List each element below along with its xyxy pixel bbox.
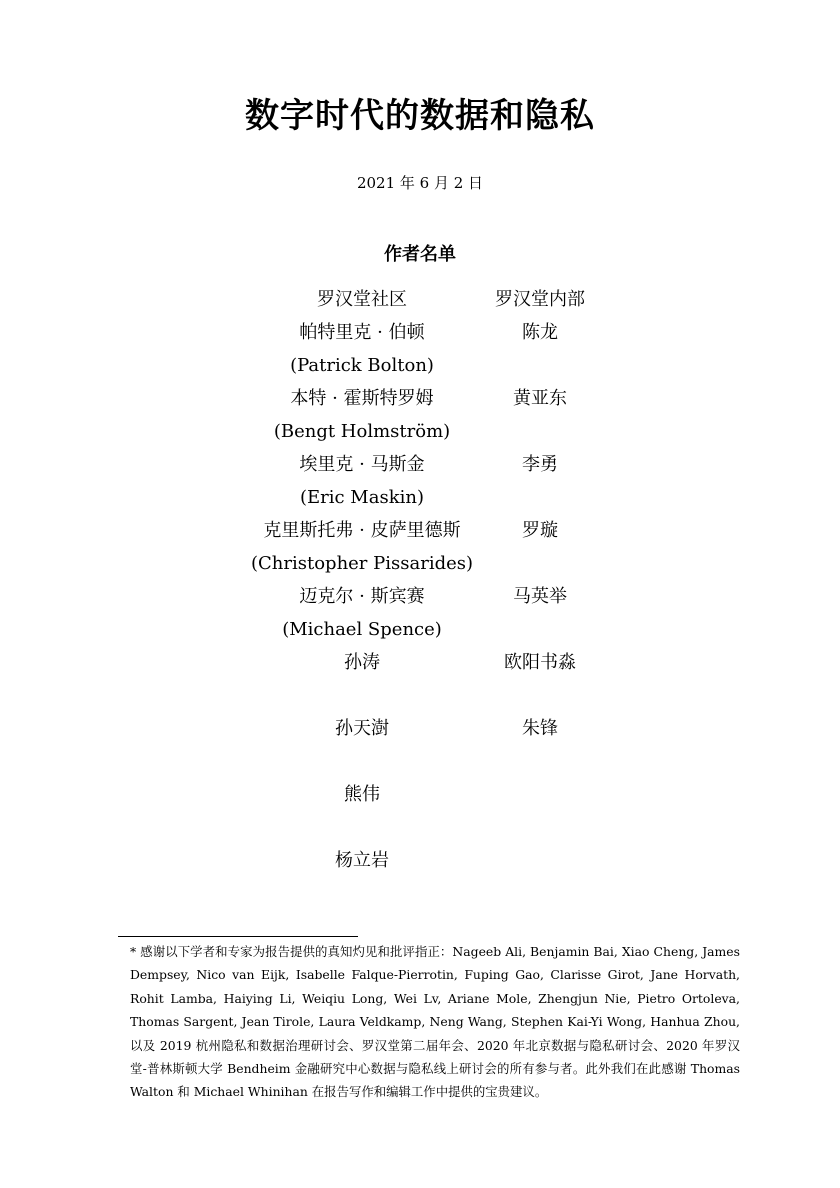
column-header-community: 罗汉堂社区 [317, 289, 407, 310]
author-name-latin: (Bengt Holmström) [273, 421, 451, 442]
author-name: 马英举 [513, 586, 567, 607]
author-name: 熊伟 [344, 784, 380, 805]
column-header-internal: 罗汉堂内部 [495, 289, 585, 310]
author-name-latin: (Eric Maskin) [299, 487, 424, 508]
spacer [455, 481, 625, 514]
author-name: 孙天澍 [335, 718, 389, 739]
spacer [455, 547, 625, 580]
author-name: 本特 · 霍斯特罗姆 [290, 388, 434, 409]
author-name: 孙涛 [344, 652, 380, 673]
author-name: 陈龙 [522, 322, 558, 343]
author-column-internal [455, 283, 625, 745]
document-title: 数字时代的数据和隐私 [245, 96, 595, 136]
author-name-latin: (Patrick Bolton) [290, 355, 434, 376]
acknowledgement-footnote: * 感谢以下学者和专家为报告提供的真知灼见和批评指正：Nageeb Ali, Benjamin Bai, Xiao Cheng, James Dempsey, Nico van Eijk, Isabelle Falque-Pierrotin, Fuping Gao, Clarisse Girot, Jane Horvath, Rohit Lamba, Haiying Li, Weiqiu Long, Wei Lv, Ariane Mole, Zhengjun Nie, Pietro Ortoleva, Thomas Sargent, Jean Tirole, Laura Veldkamp, Neng Wang, Stephen Kai-Yi Wong, Hanhua Zhou, 以及 2019 杭州隐私和数据治理研讨会、罗汉堂第二届年会、2020 年北京数据与隐私研讨会、2020 年罗汉堂-普林斯顿大学 Bendheim 金融研究中心数据与隐私线上研讨会的所有参与者。此外我们在此感谢 Thomas Walton 和 Michael Whinihan 在报告写作和编辑工作中提供的宝贵建议。 [130, 944, 740, 1100]
author-name: 杨立岩 [335, 850, 389, 871]
author-name-latin: (Christopher Pissarides) [250, 553, 474, 574]
spacer [455, 679, 625, 712]
spacer [455, 349, 625, 382]
footnote-divider [118, 936, 358, 937]
spacer [455, 415, 625, 448]
author-name: 埃里克 · 马斯金 [299, 454, 425, 475]
author-name: 李勇 [522, 454, 558, 475]
author-name: 克里斯托弗 · 皮萨里德斯 [263, 520, 461, 541]
author-name: 朱锋 [522, 718, 558, 739]
spacer [222, 811, 502, 844]
authors-heading: 作者名单 [384, 244, 456, 265]
author-name-latin: (Michael Spence) [282, 619, 442, 640]
document-date: 2021 年 6 月 2 日 [356, 174, 484, 192]
author-name: 罗璇 [522, 520, 558, 541]
author-name: 迈克尔 · 斯宾赛 [299, 586, 425, 607]
author-name: 黄亚东 [513, 388, 567, 409]
spacer [455, 613, 625, 646]
spacer [222, 745, 502, 778]
author-name: 欧阳书淼 [504, 652, 576, 673]
author-name: 帕特里克 · 伯顿 [299, 322, 425, 343]
